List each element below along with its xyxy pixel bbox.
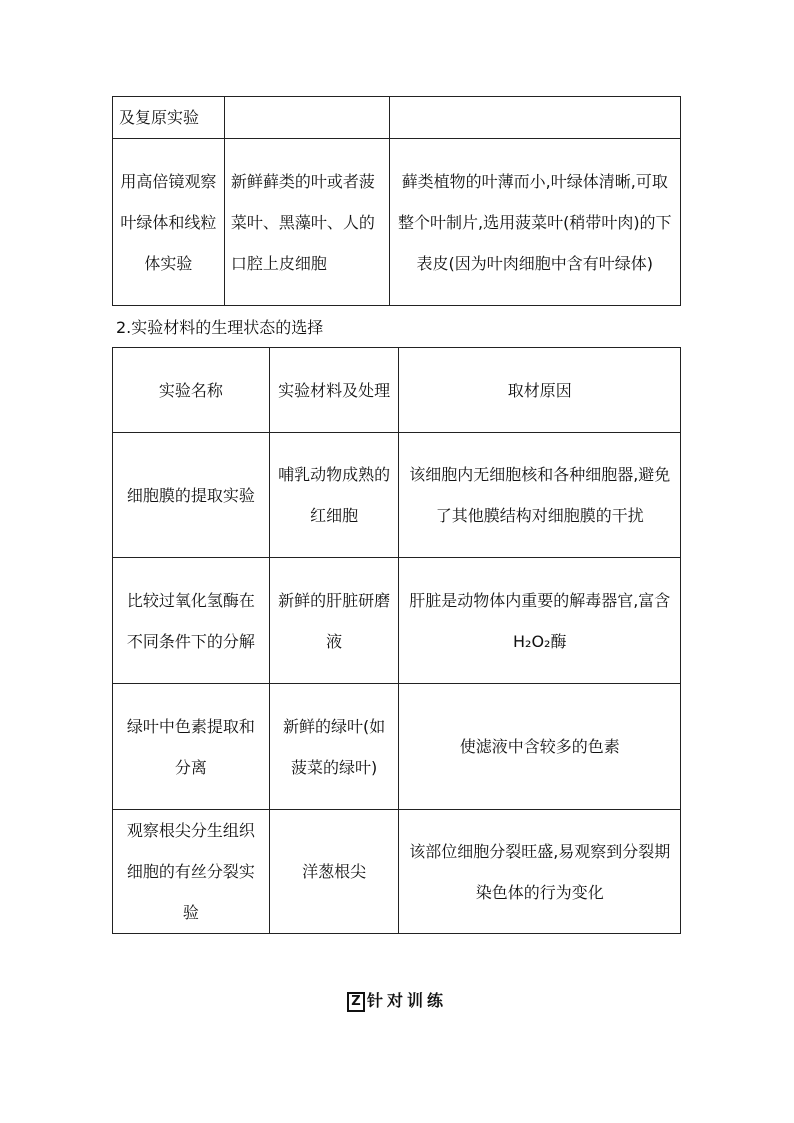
table-cell: 该细胞内无细胞核和各种细胞器,避免了其他膜结构对细胞膜的干扰 — [399, 433, 681, 558]
table-cell: 新鲜藓类的叶或者菠菜叶、黑藻叶、人的口腔上皮细胞 — [224, 139, 389, 306]
table-row — [113, 684, 681, 810]
column-header: 实验材料及处理 — [269, 348, 399, 433]
table-cell: 用高倍镜观察叶绿体和线粒体实验 — [113, 139, 225, 306]
section-title: 2.实验材料的生理状态的选择 — [116, 318, 324, 337]
table-cell: 观察根尖分生组织细胞的有丝分裂实验 — [113, 810, 270, 934]
table-row — [113, 558, 681, 684]
table-cell: 比较过氧化氢酶在不同条件下的分解 — [113, 558, 270, 684]
column-header: 取材原因 — [399, 348, 681, 433]
practice-label: 针对训练 — [366, 991, 447, 1010]
table-cell: 新鲜的肝脏研磨液 — [269, 558, 399, 684]
table-material-selection — [112, 347, 681, 934]
table-row — [113, 97, 681, 139]
z-badge-icon: Z — [347, 992, 365, 1012]
table-cell: 细胞膜的提取实验 — [113, 433, 270, 558]
table-microscope-experiments — [112, 96, 681, 306]
table-cell — [224, 97, 389, 139]
table-header-row — [113, 348, 681, 433]
column-header: 实验名称 — [113, 348, 270, 433]
table-row — [113, 433, 681, 558]
table-row — [113, 810, 681, 934]
table-cell: 该部位细胞分裂旺盛,易观察到分裂期染色体的行为变化 — [399, 810, 681, 934]
table-cell: 及复原实验 — [113, 97, 225, 139]
table-cell: 新鲜的绿叶(如菠菜的绿叶) — [269, 684, 399, 810]
section-heading-practice — [0, 988, 794, 1012]
table-cell: 哺乳动物成熟的红细胞 — [269, 433, 399, 558]
table-cell — [389, 97, 680, 139]
table-cell: 使滤液中含较多的色素 — [399, 684, 681, 810]
table-cell: 绿叶中色素提取和分离 — [113, 684, 270, 810]
table-cell: 洋葱根尖 — [269, 810, 399, 934]
table-cell: 藓类植物的叶薄而小,叶绿体清晰,可取整个叶制片,选用菠菜叶(稍带叶肉)的下表皮(因为叶肉细胞中含有叶绿体) — [389, 139, 680, 306]
table-row — [113, 139, 681, 306]
table-cell: 肝脏是动物体内重要的解毒器官,富含H₂O₂酶 — [399, 558, 681, 684]
